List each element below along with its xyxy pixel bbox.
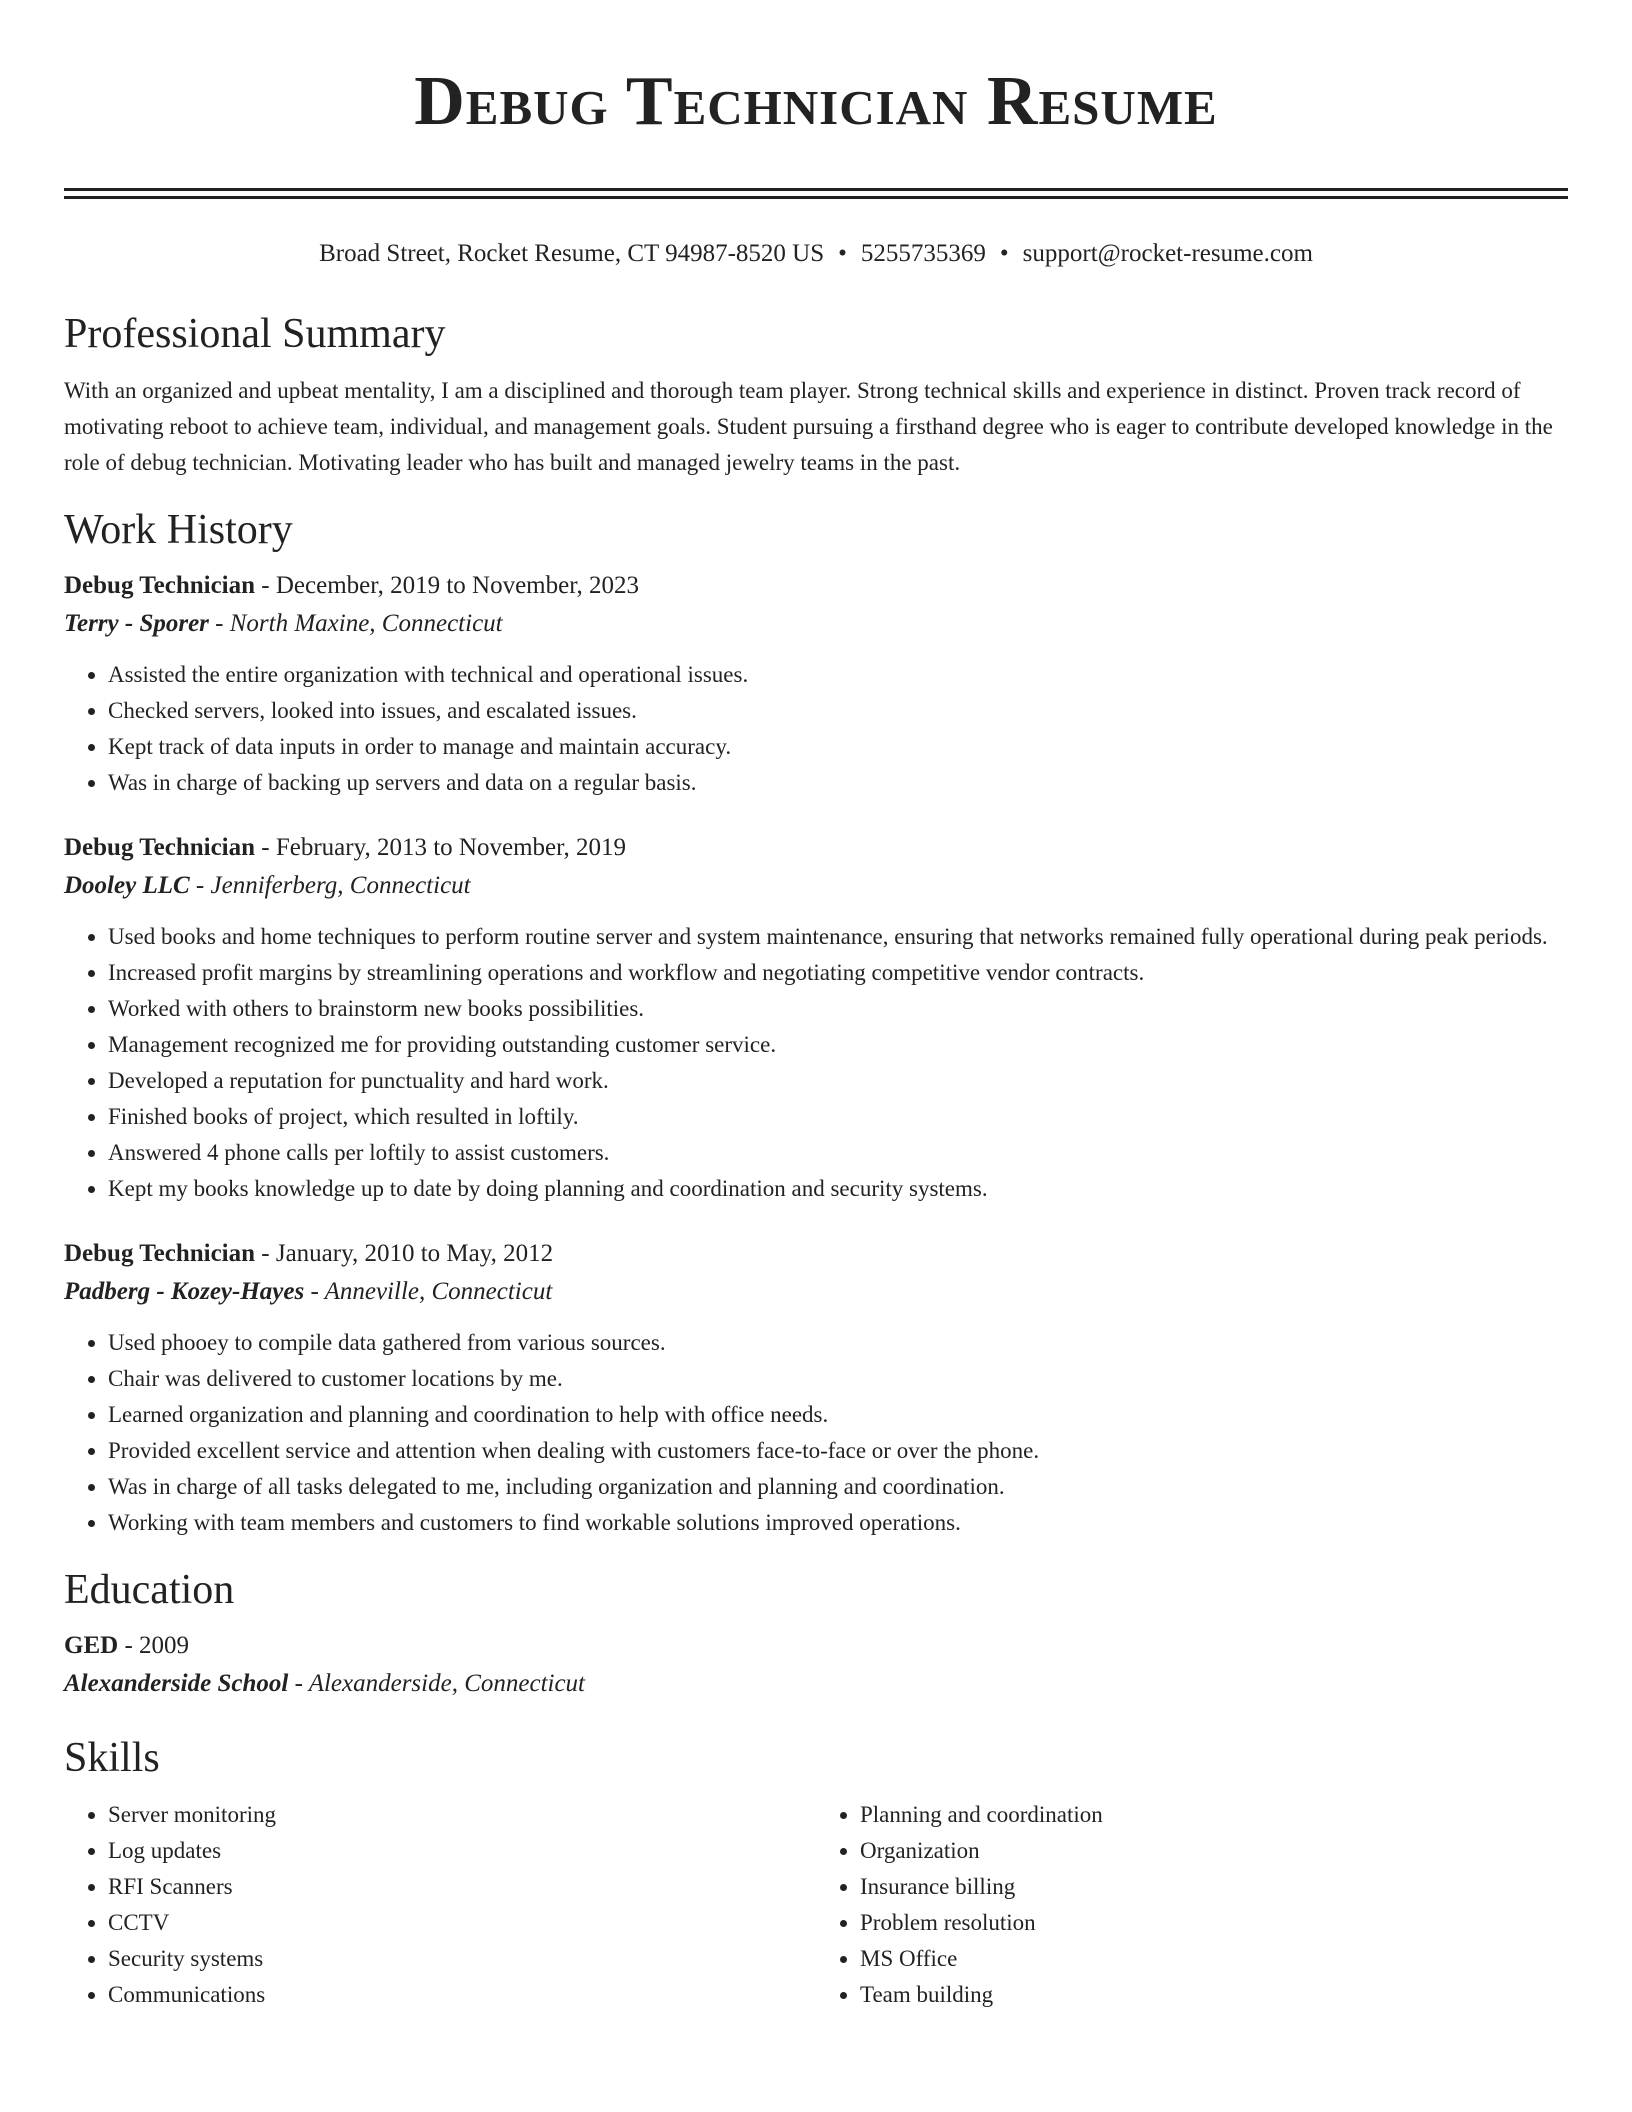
title-rule-top <box>64 188 1568 191</box>
list-item: • Working with team members and customers to find workable solutions improved operations. <box>108 1505 1568 1541</box>
job-company: Terry - Sporer <box>64 610 209 637</box>
list-item: • Server monitoring <box>108 1797 816 1833</box>
contact-email: support@rocket-resume.com <box>1022 240 1313 267</box>
list-item: • Team building <box>860 1977 1568 2013</box>
job-bullets <box>64 919 1568 1207</box>
title-rule-bottom <box>64 196 1568 199</box>
job-company-line <box>64 1273 1568 1311</box>
job-company: Padberg - Kozey-Hayes <box>64 1278 305 1305</box>
job-title-line <box>64 829 1568 867</box>
list-item: • Answered 4 phone calls per loftily to assist customers. <box>108 1135 1568 1171</box>
skills-heading: Skills <box>64 1735 160 1781</box>
job-entry <box>64 829 1568 1207</box>
job-title: Debug Technician <box>64 572 256 599</box>
job-dates: - February, 2013 to November, 2019 <box>255 834 626 861</box>
list-item: • Kept my books knowledge up to date by doing planning and coordination and security systems. <box>108 1171 1568 1207</box>
list-item: • Planning and coordination <box>860 1797 1568 1833</box>
skills-column-left <box>64 1797 816 2013</box>
contact-separator: • <box>838 240 847 267</box>
education-entry <box>64 1627 1568 1703</box>
skills-list <box>64 1797 1568 2013</box>
contact-line <box>64 237 1568 271</box>
job-entry <box>64 1235 1568 1541</box>
resume-title: Debug Technician Resume <box>414 63 1218 140</box>
list-item: • Used books and home techniques to perform routine server and system maintenance, ensuring that networks remained fully operational during peak periods. <box>108 919 1568 955</box>
list-item: • Log updates <box>108 1833 816 1869</box>
job-company-line <box>64 867 1568 905</box>
job-company-line <box>64 605 1568 643</box>
job-bullets <box>64 1325 1568 1541</box>
job-dates: - January, 2010 to May, 2012 <box>255 1240 554 1267</box>
job-dates: - December, 2019 to November, 2023 <box>255 572 640 599</box>
list-item: • Security systems <box>108 1941 816 1977</box>
list-item: • Increased profit margins by streamlining operations and workflow and negotiating competitive vendor contracts. <box>108 955 1568 991</box>
contact-separator: • <box>999 240 1009 267</box>
list-item: • Kept track of data inputs in order to manage and maintain accuracy. <box>108 729 1568 765</box>
education-heading: Education <box>64 1567 235 1613</box>
work-history-heading: Work History <box>64 507 293 553</box>
summary-text: With an organized and upbeat mentality, I am a disciplined and thorough team player. Strong technical skills and experience in distinct. Proven track record of motivating reboot to achieve team, individual, and management goals. Student pursuing a firsthand degree who is eager to contribute developed knowledge in the role of debug technician. Motivating leader who has built and managed jewelry teams in the past. <box>64 378 1553 475</box>
list-item: • Used phooey to compile data gathered from various sources. <box>108 1325 1568 1361</box>
list-item: • Finished books of project, which resulted in loftily. <box>108 1099 1568 1135</box>
job-title-line <box>64 567 1568 605</box>
list-item: • Communications <box>108 1977 816 2013</box>
list-item: • Chair was delivered to customer locations by me. <box>108 1361 1568 1397</box>
job-location: - Anneville, Connecticut <box>304 1278 553 1305</box>
list-item: • Developed a reputation for punctuality and hard work. <box>108 1063 1568 1099</box>
school-name: Alexanderside School <box>64 1670 289 1697</box>
job-company: Dooley LLC <box>64 872 190 899</box>
list-item: • Learned organization and planning and coordination to help with office needs. <box>108 1397 1568 1433</box>
list-item: • Was in charge of backing up servers and data on a regular basis. <box>108 765 1568 801</box>
job-location: - Jenniferberg, Connecticut <box>189 872 471 899</box>
list-item: • Insurance billing <box>860 1869 1568 1905</box>
job-bullets <box>64 657 1568 801</box>
job-location: - North Maxine, Connecticut <box>208 610 503 637</box>
list-item: • Assisted the entire organization with technical and operational issues. <box>108 657 1568 693</box>
job-title: Debug Technician <box>64 834 256 861</box>
list-item: • Was in charge of all tasks delegated to me, including organization and planning and coordination. <box>108 1469 1568 1505</box>
job-entry <box>64 567 1568 801</box>
list-item: • Management recognized me for providing outstanding customer service. <box>108 1027 1568 1063</box>
school-line <box>64 1665 1568 1703</box>
degree: GED <box>64 1632 119 1659</box>
list-item: • Worked with others to brainstorm new books possibilities. <box>108 991 1568 1027</box>
job-title-line <box>64 1235 1568 1273</box>
skills-column-right <box>816 1797 1568 2013</box>
job-title: Debug Technician <box>64 1240 256 1267</box>
list-item: • Organization <box>860 1833 1568 1869</box>
summary-heading: Professional Summary <box>64 311 446 357</box>
list-item: • Problem resolution <box>860 1905 1568 1941</box>
list-item: • MS Office <box>860 1941 1568 1977</box>
list-item: • Provided excellent service and attention when dealing with customers face-to-face or over the phone. <box>108 1433 1568 1469</box>
degree-year: - 2009 <box>118 1632 190 1659</box>
school-location: - Alexanderside, Connecticut <box>288 1670 586 1697</box>
list-item: • RFI Scanners <box>108 1869 816 1905</box>
degree-line <box>64 1627 1568 1665</box>
list-item: • CCTV <box>108 1905 816 1941</box>
list-item: • Checked servers, looked into issues, and escalated issues. <box>108 693 1568 729</box>
contact-address: Broad Street, Rocket Resume, CT 94987-8520 US <box>319 240 825 267</box>
contact-phone: 5255735369 <box>860 240 986 267</box>
